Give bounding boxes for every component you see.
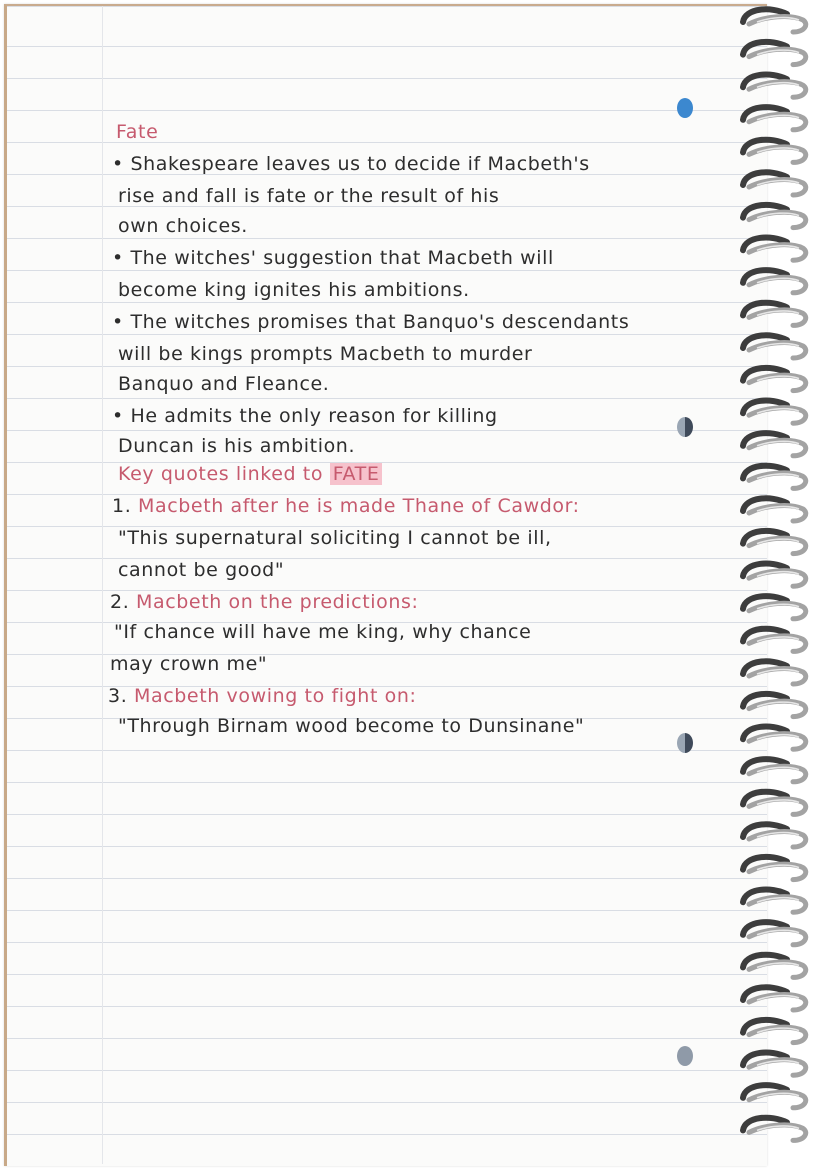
punch-hole-blue	[677, 98, 693, 118]
spiral-coil	[743, 890, 806, 913]
note-line: own choices.	[118, 215, 248, 237]
note-line: become king ignites his ambitions.	[118, 279, 470, 301]
spiral-coil	[743, 303, 806, 326]
quote-number: 3.	[108, 685, 128, 707]
note-line: will be kings prompts Macbeth to murder	[118, 343, 533, 365]
spiral-coil	[743, 564, 806, 587]
spiral-coil	[743, 238, 806, 261]
heading-fate: Fate	[116, 121, 159, 143]
spiral-coil	[743, 433, 806, 456]
quotes-heading-text: Key quotes linked to	[118, 463, 324, 485]
spiral-coil	[743, 792, 806, 815]
spiral-coil	[743, 466, 806, 489]
quote-1-label	[112, 494, 580, 518]
quote-number: 1.	[112, 495, 132, 517]
fate-highlight: FATE	[330, 463, 383, 485]
note-line: rise and fall is fate or the result of his	[118, 185, 500, 207]
spiral-coil	[743, 1020, 806, 1043]
spiral-coil	[743, 661, 806, 684]
spiral-coil	[743, 1053, 806, 1076]
quotes-heading	[118, 462, 382, 486]
spiral-coil	[743, 596, 806, 619]
spiral-coil	[743, 759, 806, 782]
spiral-coil	[743, 531, 806, 554]
punch-hole	[677, 1046, 693, 1066]
spiral-binding	[735, 0, 828, 1171]
note-line: • The witches promises that Banquo's descendants	[112, 311, 630, 333]
quote-number: 2.	[110, 591, 130, 613]
spiral-coil	[743, 75, 806, 98]
quote-3-label	[108, 684, 417, 708]
spiral-coil	[743, 270, 806, 293]
punch-hole	[677, 733, 693, 753]
spiral-coil	[743, 368, 806, 391]
punch-hole	[677, 417, 693, 437]
spiral-coil	[743, 1085, 806, 1108]
note-line: • Shakespeare leaves us to decide if Macbeth's	[112, 153, 590, 175]
spiral-coil	[743, 140, 806, 163]
spiral-coil	[743, 987, 806, 1010]
spiral-coil	[743, 335, 806, 358]
note-line: Banquo and Fleance.	[118, 373, 330, 395]
spiral-coil	[743, 955, 806, 978]
note-line: Duncan is his ambition.	[118, 435, 356, 457]
quote-context: Macbeth vowing to fight on:	[133, 685, 417, 707]
quote-2-text: "If chance will have me king, why chance	[114, 621, 532, 643]
spiral-coil	[743, 1118, 806, 1141]
lined-paper	[4, 4, 767, 1166]
spiral-coil	[743, 824, 806, 847]
spiral-coil	[743, 922, 806, 945]
spiral-coil	[743, 172, 806, 195]
margin-line	[102, 6, 103, 1164]
quote-context: Macbeth on the predictions:	[135, 591, 419, 613]
spiral-coil	[743, 629, 806, 652]
spiral-coil	[743, 727, 806, 750]
spiral-coil	[743, 9, 806, 32]
spiral-coil	[743, 401, 806, 424]
quote-context: Macbeth after he is made Thane of Cawdor:	[137, 495, 580, 517]
quote-1-text: "This supernatural soliciting I cannot be ill,	[118, 527, 552, 549]
spiral-coil	[743, 498, 806, 521]
quote-1-text: cannot be good"	[118, 559, 285, 581]
quote-2-text: may crown me"	[110, 653, 268, 675]
quote-2-label	[110, 590, 418, 614]
spiral-coil	[743, 694, 806, 717]
spiral-coil	[743, 205, 806, 228]
note-line: • He admits the only reason for killing	[112, 405, 498, 427]
spiral-coil	[743, 107, 806, 130]
note-line: • The witches' suggestion that Macbeth will	[112, 247, 554, 269]
spiral-coil	[743, 42, 806, 65]
quote-3-text: "Through Birnam wood become to Dunsinane"	[118, 715, 585, 737]
spiral-coil	[743, 857, 806, 880]
